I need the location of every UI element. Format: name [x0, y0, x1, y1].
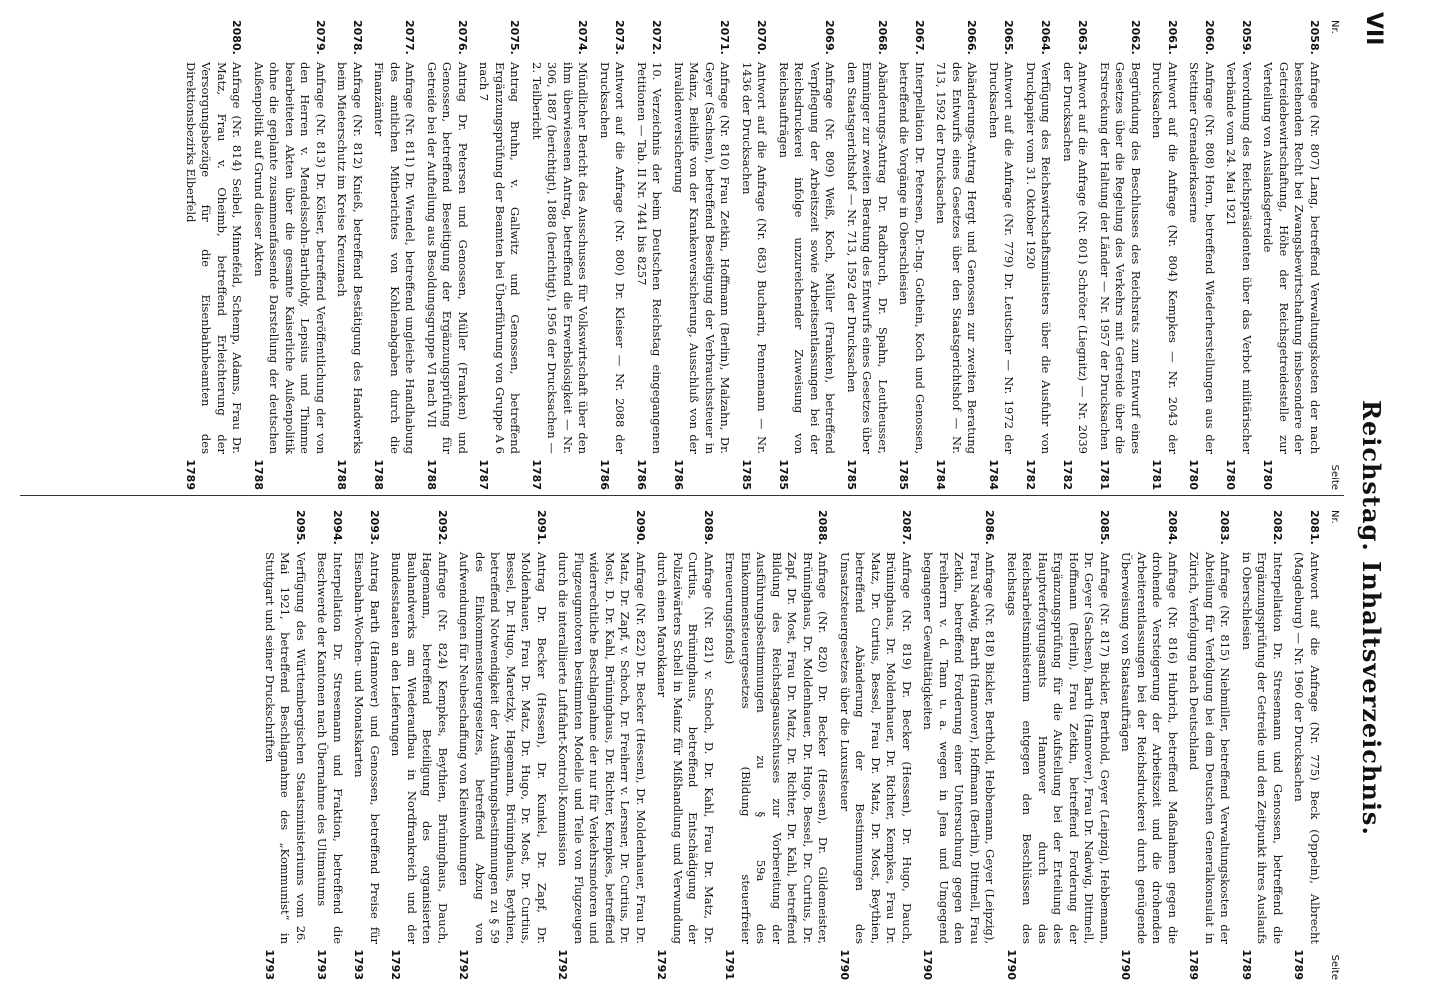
index-entry: [262, 510, 309, 980]
entry-text: Anfrage (Nr. 818) Bickler, Berthold, Hebbemann, Geyer (Leipzig), Frau Nadwig, Barth (Hannover), Hoffmann (Berlin), Dittmell, Frau Zetkin, betreffend Forderung einer Untersuchung gegen den Freiherrn v. d. Tann u. a. wegen in Jena und Umgegend begangener Gewalttätigkeiten: [921, 552, 998, 944]
index-entry: [334, 20, 365, 490]
entry-number: 2065.: [1002, 20, 1016, 55]
entry-page: 1784: [987, 459, 1000, 490]
index-entry: [837, 510, 915, 980]
entry-page: 1792: [556, 949, 570, 980]
entry-number: 2093.: [368, 510, 381, 545]
entry-page: 1782: [1061, 459, 1074, 490]
entry-text: Begründung des Beschlusses des Reichsrats zum Entwurf eines Gesetzes über die Regelung des Verkehrs mit Getreide über die Erstreckung der Haltung der Länder — Nr. 1957 der Drucksachen: [1098, 62, 1143, 454]
entry-page: 1788: [252, 459, 265, 490]
left-column: [20, 20, 1344, 490]
entry-page: 1789: [1292, 949, 1306, 980]
entry-text: Anfrage (Nr. 807) Lang, betreffend Verwaltungskosten der nach bestehenden Recht bei Zwangsbewirtschaftung insbesondere der Getreidebewirtschaftung, Höhe der Reichsgetreidestelle zur Verteilung von Auslandsgetreide: [1261, 62, 1322, 454]
index-entry: [424, 20, 471, 490]
index-entry: [776, 20, 838, 490]
entry-number: 2094.: [331, 510, 344, 545]
entry-page: 1790: [1119, 949, 1133, 980]
entry-page: 1780: [1187, 459, 1201, 490]
entry-text: Verordnung des Reichspräsidenten über das Verbot militärischer Verbände vom 24. Mai 1921: [1224, 62, 1254, 454]
entry-page: 1789: [1240, 949, 1253, 980]
entry-page: 1781: [1098, 459, 1111, 490]
entry-text: Mündlicher Bericht des Ausschusses für Volkswirtschaft über den ihm überwiesenen Antrag, betreffend die Erwerbslosigkeit — Nr. 306, 1887 (berichtigt), 1888 (berichtigt), 1956 der Drucksachen — 2. Teilbericht: [530, 62, 591, 454]
entry-number: 2085.: [1098, 510, 1111, 545]
index-entry: [314, 510, 345, 980]
entry-number: 2077.: [403, 20, 417, 55]
entry-number: 2063.: [1076, 20, 1090, 55]
index-entry: [476, 20, 523, 490]
entry-text: Antrag Dr. Becker (Hessen), Dr. Kunkel, Dr. Zapf, Dr. Moldenhauer, Frau Dr. Matz, Dr. Hugo, Dr. Most, Dr. Curtius, Bessel, Dr. Hugo, Maretzky, Hagemann, Brüninghaus, Beythien, betreffend Notwendigkeit der Ausführungsbestimmungen zu § 59 des Einkommensteuergesetzes, betreffend Abzug von Aufwendungen für Neubeschaffung von Kleinwohnungen: [457, 552, 549, 944]
entry-page: 1786: [635, 459, 648, 490]
entry-page: 1789: [1187, 949, 1201, 980]
entry-number: 2072.: [650, 20, 664, 55]
entry-text: Anfrage (Nr. 814) Seibel, Minnefeld, Schemp, Adams, Frau Dr. Matz, Frau v. Oheimb, betreffend Erleichterung der Versorgungsbezüge für die Eisenbahnbeamten des Direktionsbezirks Elberfeld: [184, 62, 245, 454]
index-entry: [1186, 20, 1217, 490]
entry-text: Anfrage (Nr. 824) Kempkes, Beythien, Brüninghaus, Dauch, Hagemann, betreffend Beteiligung des organisierten Bauhandwerks am Wiederaufbau in Nordfrankreich und der Bundesstaaten an den Lieferungen: [389, 552, 450, 944]
entry-number: 2090.: [634, 510, 647, 545]
index-entry: [555, 510, 648, 980]
entry-number: 2071.: [718, 20, 732, 55]
entry-number: 2059.: [1240, 20, 1253, 55]
index-entry: [529, 20, 591, 490]
page-number: VII: [1361, 12, 1386, 46]
entry-page: 1787: [477, 459, 491, 490]
right-column: [20, 510, 1344, 980]
entry-page: 1789: [184, 459, 197, 490]
index-entry: [183, 20, 245, 490]
index-entry: [986, 20, 1017, 490]
entry-text: 10. Verzeichnis der beim Deutschen Reichstag eingegangenen Petitionen — Tab. II Nr. 7441 bis 8257: [635, 62, 665, 454]
entry-number: 2074.: [576, 20, 590, 55]
entry-page: 1785: [845, 459, 858, 490]
index-entry: [654, 510, 716, 980]
column-header: [1322, 20, 1344, 490]
index-entry: [1097, 20, 1144, 490]
entry-text: Antrag Barth (Hannover) und Genossen, betreffend Preise für Eisenbahn-Wochen- und Monatskarten: [352, 552, 382, 944]
entry-text: Anfrage (Nr. 821) v. Schoch, D. Dr. Kahl, Frau Dr. Matz, Dr. Curtius, Brüninghaus, betreffend Entschädigung der Polizeiwärters Schell in Mainz für Mißhandlung und Verwundung durch einen Marokkaner: [655, 552, 716, 944]
entry-text: Anfrage (Nr. 808) Horn, betreffend Wiederherstellungen aus der Stettiner Grenadierkaserne: [1187, 62, 1217, 454]
entry-text: Verfügung des Reichswirtschaftsministers über die Ausfuhr von Druckpapier vom 31. Oktober 1920: [1024, 62, 1054, 454]
entry-text: Interpellation Dr. Petersen, Dr.-Ing. Gothein, Koch und Genossen, betreffend die Vorgänge in Oberschlesien: [897, 62, 927, 454]
index-entry: [388, 510, 450, 980]
entry-text: Anfrage (Nr. 815) Niebmiller, betreffend Verwaltungskosten der Abteilung für Verfolgung bei dem Deutschen Generalkonsulat in Zürich, Verfolgung nach Deutschland: [1187, 552, 1233, 944]
entry-number: 2089.: [702, 510, 715, 545]
entry-page: 1784: [934, 459, 948, 490]
entry-text: Antwort auf die Anfrage (Nr. 779) Dr. Leutscher — Nr. 1972 der Drucksachen: [987, 62, 1017, 454]
entry-text: Anfrage (Nr. 811) Dr. Wiendel, betreffend ungleiche Handhabung des amtlichen Mitberichtes von Kohlenabgaben durch die Finanzämter: [372, 62, 418, 454]
entry-page: 1785: [897, 459, 911, 490]
entry-page: 1787: [530, 459, 543, 490]
entry-text: Antwort auf die Anfrage (Nr. 775) Beck (Oppeln), Albrecht (Magdeburg) — Nr. 1960 der Drucksachen: [1292, 552, 1322, 944]
entry-text: Anfrage (Nr. 822) Dr. Becker (Hessen), Dr. Moldenhauer, Frau Dr. Matz, Dr. Zapf, v. Schoch, Dr. Freiherr v. Lersner, Dr. Curtius, Dr. Most, D. Dr. Kahl, Brüninghaus, Dr. Richter, Kempkes, betreffend widerrechtliche Beschlagnahme der nur für Verkehrsmotoren und Flugzeugmotoren bestimmten Modelle und Teile von Flugzeugen durch die interalliierte Luftfahrt-Kontroll-Kommission: [556, 552, 648, 944]
entry-number: 2073.: [613, 20, 627, 55]
entry-number: 2091.: [535, 510, 548, 545]
entry-number: 2082.: [1271, 510, 1284, 545]
entry-text: Abänderungs-Antrag Dr. Radbruch, Dr. Spahn, Leutheusser, Emminger zur zweiten Beratung des Entwurfs eines Gesetzes über den Staatsgerichtshof — Nr. 713, 1592 der Drucksachen: [845, 62, 890, 454]
nr-label: Nr.: [1329, 20, 1340, 34]
entry-number: 2084.: [1166, 510, 1179, 545]
column-divider: [20, 495, 1344, 496]
entry-number: 2066.: [965, 20, 979, 55]
index-entry: [920, 510, 998, 980]
entry-page: 1786: [598, 459, 611, 490]
entry-text: Anfrage (Nr. 810) Frau Zetkin, Hoffmann (Berlin), Malzahn, Dr. Geyer (Sachsen), betreffend Beseitigung der Verbrauchssteuer in Mainz, Beihilfe von der Krankenversicherung, Ausschluß von der Invalidenversicherung: [672, 62, 733, 454]
index-entry: [1239, 510, 1286, 980]
entry-number: 2092.: [436, 510, 449, 545]
entry-number: 2076.: [456, 20, 469, 55]
index-entry: [1223, 20, 1254, 490]
entry-text: Antwort auf die Anfrage (Nr. 801) Schröter (Liegnitz) — Nr. 2039 der Drucksachen: [1061, 62, 1091, 454]
entry-number: 2068.: [876, 20, 889, 55]
entry-page: 1780: [1261, 459, 1275, 490]
entry-text: Interpellation Dr. Stresemann und Genossen, betreffend die Ergänzungsprüfung der Getreide und den Zeitpunkt ihres Auslaufs in Oberschlesien: [1240, 552, 1285, 944]
entry-number: 2060.: [1203, 20, 1216, 55]
entry-number: 2083.: [1218, 510, 1232, 545]
entry-text: Anfrage (Nr. 813) Dr. Kölser, betreffend Veröffentlichung der von den Herren v. Mendelssohn-Bartholdy, Lepsius und Thimme bearbeiteten Akten über die gesamte Kaiserliche Außenpolitik ohne die geplante zusammenfassende Darstellung der deutschen Außenpolitik auf Grund dieser Akten: [252, 62, 328, 454]
entry-number: 2080.: [230, 20, 244, 55]
entry-number: 2070.: [755, 20, 769, 55]
column-header: [1322, 510, 1344, 980]
entry-page: 1788: [372, 459, 386, 490]
seite-label: Seite: [1329, 954, 1340, 980]
entry-page: 1790: [1005, 949, 1018, 980]
entry-number: 2064.: [1039, 20, 1053, 55]
index-entry: [844, 20, 891, 490]
entry-page: 1785: [777, 459, 790, 490]
index-entry: [1118, 510, 1180, 980]
index-entry: [456, 510, 549, 980]
entry-page: 1793: [315, 949, 329, 980]
entry-text: Anfrage (Nr. 809) Weiß, Koch, Müller (Franken), betreffend Verpflegung der Arbeitszeit sowie Arbeitsentlassungen bei der Reichsdruckerei infolge unzureichender Zuweisung von Reichsaufträgen: [777, 62, 838, 454]
entry-text: Antrag Bruhn, v. Gallwitz und Genossen, betreffend Ergänzungsprüfung der Beamten bei Überführung von Gruppe A 6 nach 7: [477, 62, 523, 454]
entry-number: 2095.: [294, 510, 307, 545]
entry-page: 1781: [1150, 459, 1164, 490]
entry-text: Anfrage (Nr. 819) Dr. Becker (Hessen), Dr. Hugo, Dauch, Brüninghaus, Dr. Moldenhauer, Dr. Richter, Kempkes, Frau Dr. Matz, Dr. Curtius, Bessel, Frau Dr. Matz, Dr. Most, Beythien, betreffend Abänderung der Bestimmungen des Umsatzsteuergesetzes über die Luxussteuer: [838, 552, 914, 944]
entry-page: 1791: [723, 949, 737, 980]
entry-page: 1792: [655, 949, 669, 980]
entry-page: 1788: [335, 459, 349, 490]
index-entry: [933, 20, 980, 490]
entry-page: 1785: [740, 459, 753, 490]
entry-text: Verfügung des Württembergischen Staatsministeriums vom 26. Mai 1921, betreffend Beschlagnahme des „Kommunist“ in Stuttgart und seiner Druckschriften: [263, 552, 308, 944]
index-entry: [739, 20, 770, 490]
index-entry: [1004, 510, 1113, 980]
index-entry: [371, 20, 418, 490]
index-entry: [1186, 510, 1233, 980]
entry-text: Antwort auf die Anfrage (Nr. 804) Kempkes — Nr. 2043 der Drucksachen: [1150, 62, 1180, 454]
entry-number: 2087.: [900, 510, 913, 545]
index-entry: [1260, 20, 1322, 490]
index-entry: [634, 20, 665, 490]
entry-number: 2079.: [314, 20, 327, 55]
entry-number: 2078.: [351, 20, 364, 55]
entry-number: 2075.: [508, 20, 522, 55]
entry-number: 2086.: [983, 510, 997, 545]
entry-text: Anfrage (Nr. 816) Hubrich, betreffend Maßnahmen gegen die drohende Versteigerung der Arbeitszeit und die drohenden Arbeiterentlassungen bei der Reichsdruckerei durch genügende Überweisung von Staatsaufträgen: [1119, 552, 1180, 944]
entry-text: Anfrage (Nr. 817) Bickler, Berthold, Geyer (Leipzig), Hebbemann, Dr. Geyer (Sachsen), Barth (Hannover), Frau Dr. Nadwig, Dittmell, Hoffmann (Berlin), Frau Zetkin, betreffend Forderung der Ergänzungsprüfung für die Aufstellung bei der Erteilung des Hauptverforgungsamts Hannover durch das Reichsarbeitsministerium entgegen den Beschlüssen des Reichstags: [1005, 552, 1112, 944]
index-entry: [597, 20, 628, 490]
entry-text: Anfrage (Nr. 812) Knieß, betreffend Bestätigung des Handwerks beim Mieterschutz im Kreise Kreuznach: [335, 62, 365, 454]
entry-page: 1780: [1224, 459, 1238, 490]
entry-page: 1790: [921, 949, 935, 980]
index-entry: [722, 510, 831, 980]
page-title: Reichstag. Inhaltsverzeichnis.: [1357, 400, 1386, 836]
entry-page: 1788: [425, 459, 438, 490]
entry-number: 2067.: [913, 20, 926, 55]
index-entry: [896, 20, 927, 490]
entry-number: 2062.: [1129, 20, 1142, 55]
index-entry: [1023, 20, 1054, 490]
entry-page: 1793: [263, 949, 276, 980]
entry-text: Anfrage (Nr. 820) Dr. Becker (Hessen), Dr. Gildemeister, Brüninghaus, Dr. Moldenhauer, Dr. Hugo, Bessel, Dr. Curtius, Dr. Zapf, Dr. Most, Frau Dr. Matz, Dr. Richter, Dr. Kahl, betreffend Bildung des Reichstagsausschusses zur Vorbereitung der Ausführungsbestimmungen zu § 59a des Einkommensteuergesetzes (Bildung steuerfreier Erneuerungsfonds): [723, 552, 831, 944]
entry-text: Antwort auf die Anfrage (Nr. 800) Dr. Kleiser — Nr. 2088 der Drucksachen: [598, 62, 628, 454]
page-header: [1346, 0, 1386, 1000]
entry-text: Antwort auf die Anfrage (Nr. 683) Bucharin, Pennemann — Nr. 1436 der Drucksachen: [740, 62, 770, 454]
entry-text: Interpellation Dr. Stresemann und Fraktion, betreffend die Beschwerde der Kantonen nach Übernahme des Ultimatums: [315, 552, 345, 944]
entry-number: 2058.: [1308, 20, 1321, 55]
nr-label: Nr.: [1329, 510, 1340, 524]
entry-page: 1792: [457, 949, 471, 980]
entry-page: 1782: [1024, 459, 1037, 490]
index-entry: [251, 20, 329, 490]
entry-text: Antrag Dr. Petersen und Genossen, Müller (Franken) und Genossen, betreffend Beseitigung der Ergänzungsprüfung für Getreide bei der Aufteilung aus Besoldungsgruppe VI nach VII: [425, 62, 470, 454]
index-entry: [1060, 20, 1091, 490]
index-entry: [671, 20, 733, 490]
entry-page: 1790: [838, 949, 851, 980]
entry-number: 2061.: [1166, 20, 1179, 55]
entry-number: 2069.: [823, 20, 837, 55]
index-entry: [351, 510, 382, 980]
entry-text: Abänderungs-Antrag Hergt und Genossen zur zweiten Beratung des Entwurfs eines Gesetzes über den Staatsgerichtshof — Nr. 713, 1592 der Drucksachen: [934, 62, 980, 454]
entry-page: 1786: [672, 459, 685, 490]
seite-label: Seite: [1329, 464, 1340, 490]
entry-page: 1793: [352, 949, 366, 980]
entry-number: 2088.: [816, 510, 830, 545]
entry-page: 1792: [389, 949, 403, 980]
entry-number: 2081.: [1308, 510, 1321, 545]
index-entry: [1149, 20, 1180, 490]
index-entry: [1291, 510, 1322, 980]
